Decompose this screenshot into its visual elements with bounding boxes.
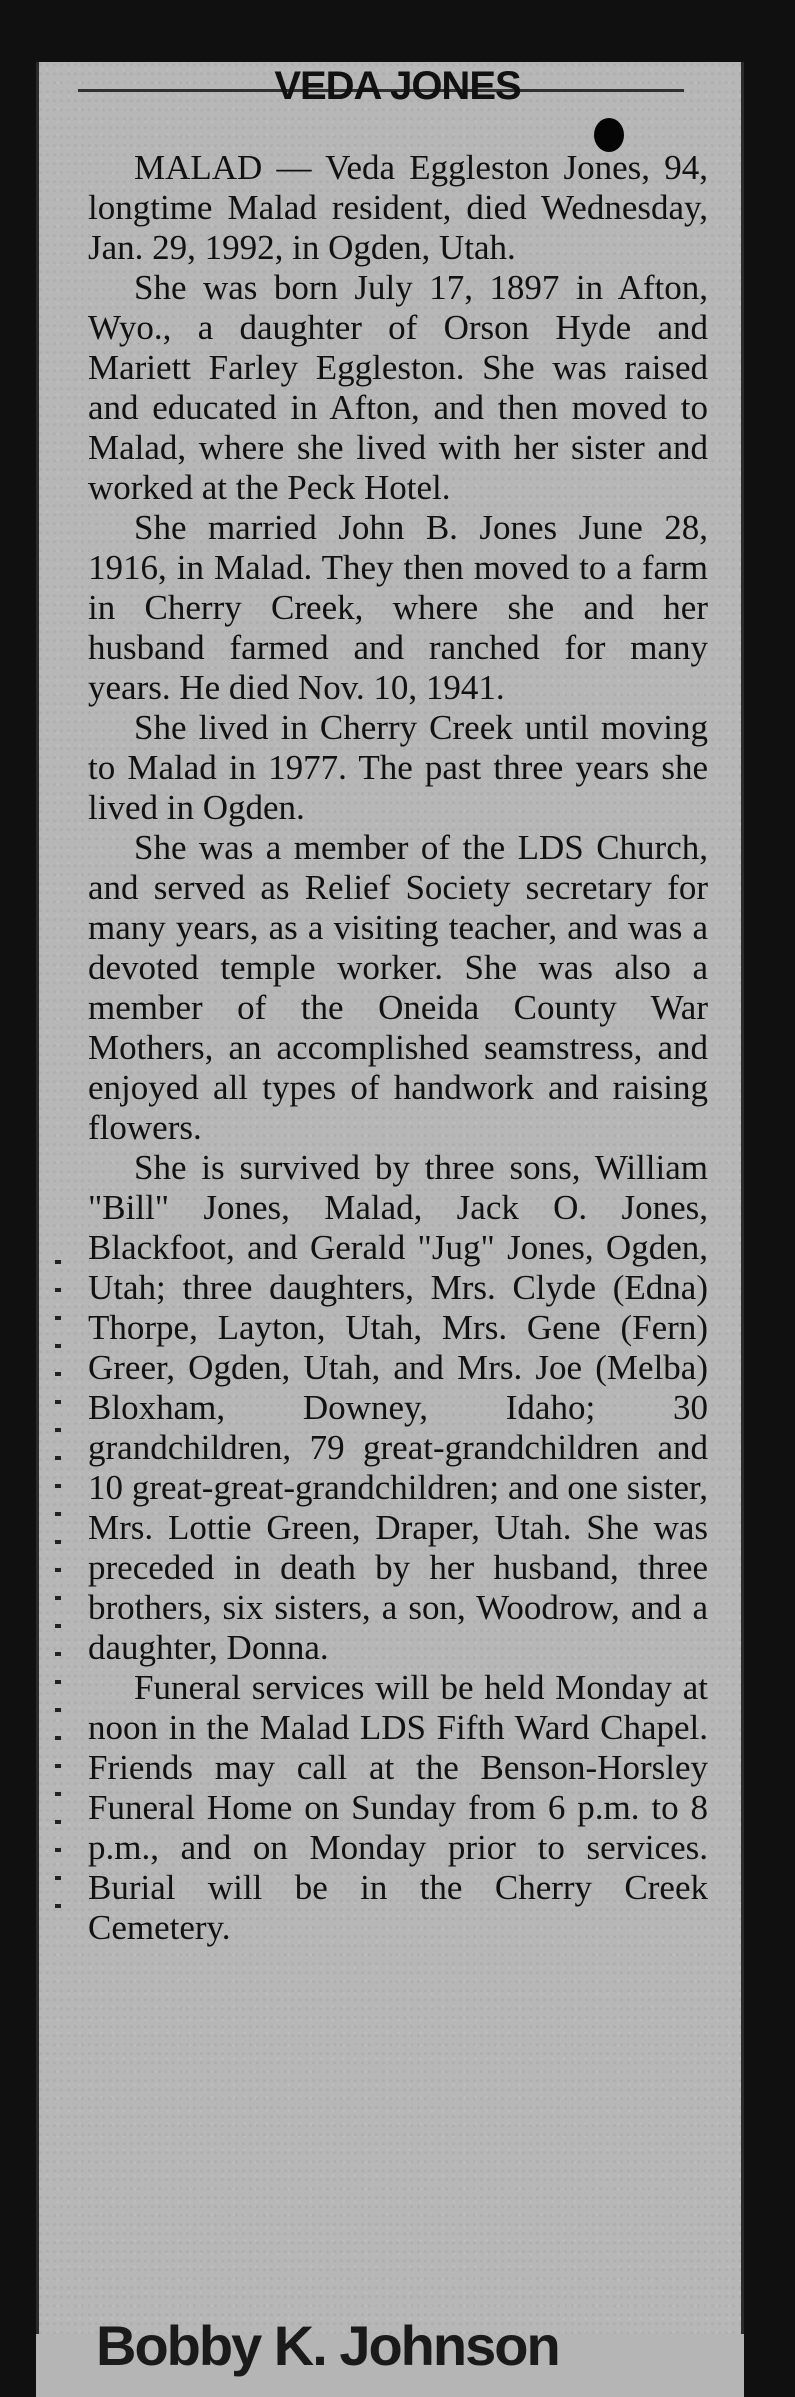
paragraph-church: She was a member of the LDS Church, and served as Relief Society secretary for many years, as a visiting teacher, and was a devoted temple worker. She was also a member of the Oneida County War Mothers, an accomplished seamstress, and enjoyed all types of handwork and raising flowers. (88, 828, 708, 1147)
paragraph-funeral: Funeral services will be held Monday at noon in the Malad LDS Fifth Ward Chapel. Friends may call at the Benson-Horsley Funeral Home on Sunday from 6 p.m. to 8 p.m., and on Monday prior to services. Burial will be in the Cherry Creek Cemetery. (88, 1668, 708, 1947)
paragraph-birth: She was born July 17, 1897 in Afton, Wyo., a daughter of Orson Hyde and Mariett Farley Eggleston. She was raised and educated in Afton, and then moved to Malad, where she lived with her sister and worked at the Peck Hotel. (88, 268, 708, 507)
signature-name: Bobby K. Johnson (96, 2314, 559, 2377)
obituary-headline: VEDA JONES (274, 64, 521, 108)
clipping-edge-marks (55, 1260, 61, 1920)
paragraph-death-notice: MALAD — Veda Eggleston Jones, 94, longtime Malad resident, died Wednesday, Jan. 29, 1992, in Ogden, Utah. (88, 148, 708, 267)
paragraph-residence: She lived in Cherry Creek until moving to Malad in 1977. The past three years she lived in Ogden. (88, 708, 708, 827)
obituary-body (88, 148, 708, 1948)
paragraph-survivors: She is survived by three sons, William "Bill" Jones, Malad, Jack O. Jones, Blackfoot, and Gerald "Jug" Jones, Ogden, Utah; three daughters, Mrs. Clyde (Edna) Thorpe, Layton, Utah, Mrs. Gene (Fern) Greer, Ogden, Utah, and Mrs. Joe (Melba) Bloxham, Downey, Idaho; 30 grandchildren, 79 great-grandchildren and 10 great-great-grandchildren; and one sister, Mrs. Lottie Green, Draper, Utah. She was preceded in death by her husband, three brothers, six sisters, a son, Woodrow, and a daughter, Donna. (88, 1148, 708, 1667)
paragraph-marriage: She married John B. Jones June 28, 1916, in Malad. They then moved to a farm in Cherry Creek, where she and her husband farmed and ranched for many years. He died Nov. 10, 1941. (88, 508, 708, 707)
punch-hole-mark (594, 118, 624, 152)
